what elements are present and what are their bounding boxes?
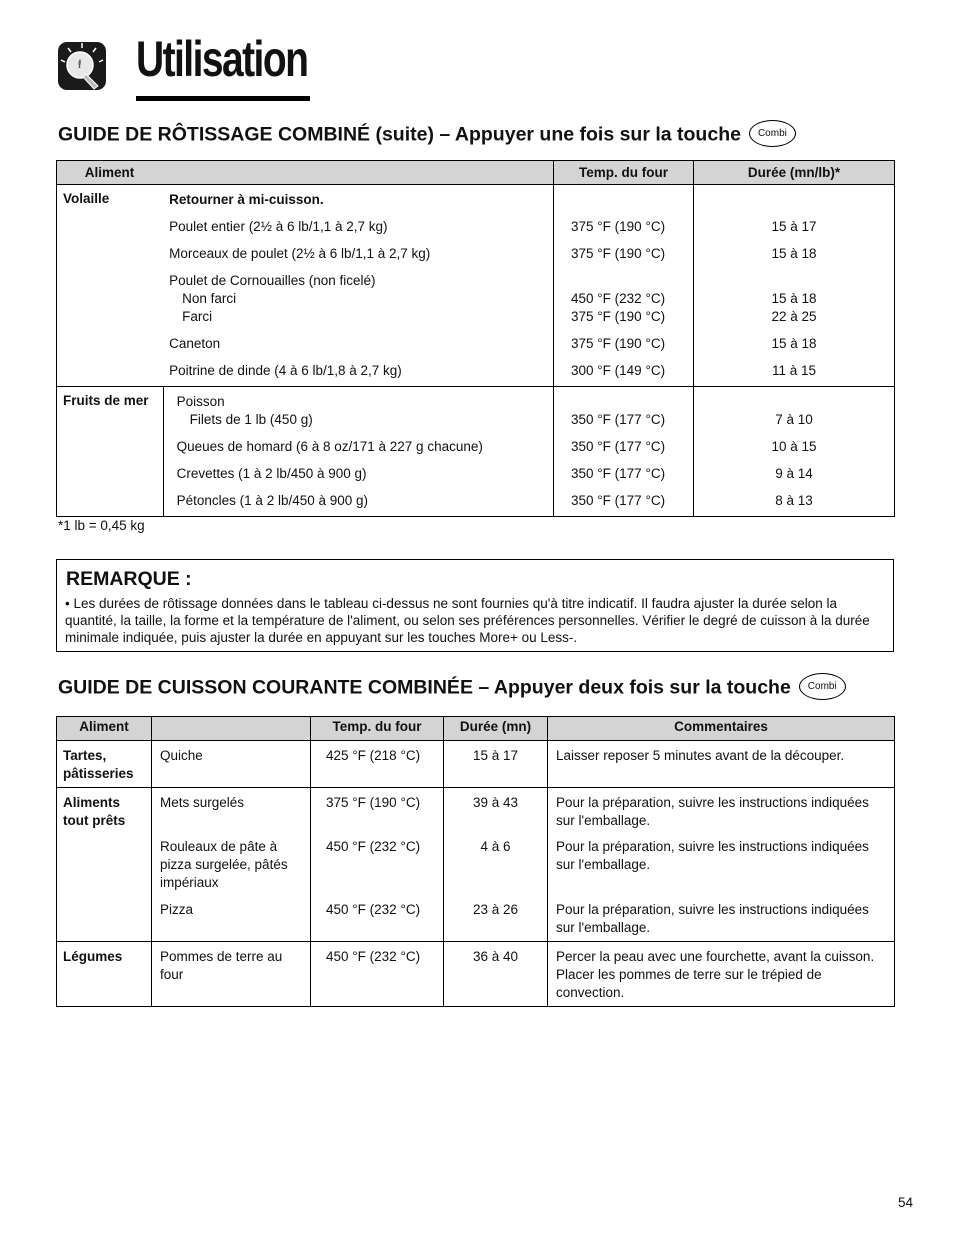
time-value: 36 à 40 [444, 942, 548, 1007]
temp-value: 375 °F (190 °C) [571, 246, 666, 261]
list-item: Queues de homard (6 à 8 oz/171 à 227 g chacune) [176, 439, 483, 454]
comment-text: Pour la préparation, suivre les instructions indiquées sur l'emballage. [556, 839, 869, 872]
table-row [57, 741, 895, 788]
temp-value: 450 °F (232 °C) [571, 291, 666, 306]
temp-value: 375 °F (190 °C) [571, 336, 666, 351]
title-underline [136, 96, 310, 101]
time-value: 9 à 14 [775, 466, 813, 481]
col-header-comments: Commentaires [548, 717, 895, 741]
page-number: 54 [898, 1195, 914, 1210]
time-value: 15 à 18 [771, 336, 817, 351]
temp-value: 350 °F (177 °C) [571, 493, 666, 508]
food-name: Pommes de terre au four [152, 942, 311, 1007]
category-label: Légumes [57, 942, 152, 1007]
temp-value: 425 °F (218 °C) [311, 741, 444, 788]
time-value: 22 à 25 [771, 309, 817, 324]
comment-text: Pour la préparation, suivre les instructions indiquées sur l'emballage. [556, 795, 869, 828]
category-label: Aliments tout prêts [57, 788, 152, 942]
list-subitem: Filets de 1 lb (450 g) [189, 412, 313, 427]
list-item: Poulet entier (2½ à 6 lb/1,1 à 2,7 kg) [169, 219, 388, 234]
roasting-table [56, 160, 895, 517]
temp-value: 350 °F (177 °C) [571, 466, 666, 481]
list-item: Poisson [176, 394, 225, 409]
list-subitem: Farci [182, 309, 213, 324]
lightbulb-icon [56, 40, 108, 92]
category-label: Volaille [63, 191, 110, 206]
food-name: Rouleaux de pâte à pizza surgelée, pâtés impériaux [160, 839, 288, 890]
time-value: 15 à 17 [771, 219, 817, 234]
col-header-duree: Durée (mn/lb)* [694, 161, 895, 185]
category-label: Fruits de mer [63, 393, 149, 408]
time-value: 10 à 15 [771, 439, 817, 454]
time-value: 39 à 43 [472, 795, 519, 810]
page-title: Utilisation [136, 31, 308, 87]
col-header-duree: Durée (mn) [444, 717, 548, 741]
time-value: 15 à 18 [771, 246, 817, 261]
time-value: 7 à 10 [775, 412, 813, 427]
list-item: Pétoncles (1 à 2 lb/450 à 900 g) [176, 493, 369, 508]
time-value: 15 à 17 [444, 741, 548, 788]
note-title: REMARQUE : [66, 568, 192, 590]
cooking-table [56, 716, 895, 1007]
category-label: Tartes, pâtisseries [57, 741, 152, 788]
time-value: 15 à 18 [771, 291, 817, 306]
table-row [57, 942, 895, 1007]
combi-button-icon: Combi [799, 673, 846, 700]
col-header-aliment: Aliment [57, 717, 152, 741]
section1-heading-text: GUIDE DE RÔTISSAGE COMBINÉ (suite) – Appuyer une fois sur la touche [58, 123, 741, 146]
intro-text: Retourner à mi-cuisson. [169, 192, 324, 207]
section2-heading-text: GUIDE DE CUISSON COURANTE COMBINÉE – Appuyer deux fois sur la touche [58, 676, 791, 699]
comment-text: Placer les pommes de terre sur le trépied de convection. [556, 967, 822, 1000]
temp-value: 300 °F (149 °C) [571, 363, 666, 378]
list-item: Poitrine de dinde (4 à 6 lb/1,8 à 2,7 kg) [169, 363, 402, 378]
temp-value: 350 °F (177 °C) [571, 439, 666, 454]
section1-heading [58, 122, 796, 149]
col-header-temp: Temp. du four [554, 161, 694, 185]
temp-value: 375 °F (190 °C) [571, 219, 666, 234]
comment-text: Percer la peau avec une fourchette, avant la cuisson. [556, 949, 875, 964]
time-value: 23 à 26 [472, 902, 519, 917]
list-item: Morceaux de poulet (2½ à 6 lb/1,1 à 2,7 kg) [169, 246, 431, 261]
temp-value: 375 °F (190 °C) [326, 795, 421, 810]
food-name: Quiche [152, 741, 311, 788]
note-box [56, 559, 894, 652]
food-name: Mets surgelés [160, 795, 245, 810]
comment-text: Pour la préparation, suivre les instructions indiquées sur l'emballage. [556, 902, 869, 935]
col-header-temp: Temp. du four [311, 717, 444, 741]
col-header-aliment: Aliment [57, 161, 554, 185]
table-row-volaille [57, 185, 895, 387]
col-header-blank [152, 717, 311, 741]
temp-value: 450 °F (232 °C) [311, 942, 444, 1007]
list-item: Caneton [169, 336, 221, 351]
note-text: • Les durées de rôtissage données dans le tableau ci-dessus ne sont fournies qu'à titre indicatif. Il faudra ajuster la durée selon la quantité, la taille, la forme et la température de l'aliment, ou selon ses préférences personnelles. Vérifier le degré de cuisson à la durée minimale indiquée, puis ajuster la durée en appuyant sur les touches More+ ou Less-. [65, 596, 870, 645]
list-item: Crevettes (1 à 2 lb/450 à 900 g) [176, 466, 367, 481]
combi-button-icon: Combi [749, 120, 796, 147]
food-name: Pizza [160, 902, 194, 917]
time-value: 8 à 13 [775, 493, 813, 508]
footnote: *1 lb = 0,45 kg [58, 518, 145, 533]
table-row-fruits-de-mer [57, 387, 895, 517]
temp-value: 375 °F (190 °C) [571, 309, 666, 324]
time-value: 4 à 6 [480, 839, 511, 854]
section2-heading [58, 675, 846, 702]
page-header [56, 31, 356, 106]
table-row [57, 788, 895, 942]
temp-value: 450 °F (232 °C) [326, 839, 421, 854]
comment-text: Laisser reposer 5 minutes avant de la découper. [548, 741, 895, 788]
temp-value: 450 °F (232 °C) [326, 902, 421, 917]
list-item: Poulet de Cornouailles (non ficelé) [169, 273, 376, 288]
time-value: 11 à 15 [771, 363, 817, 378]
list-subitem: Non farci [182, 291, 237, 306]
temp-value: 350 °F (177 °C) [571, 412, 666, 427]
